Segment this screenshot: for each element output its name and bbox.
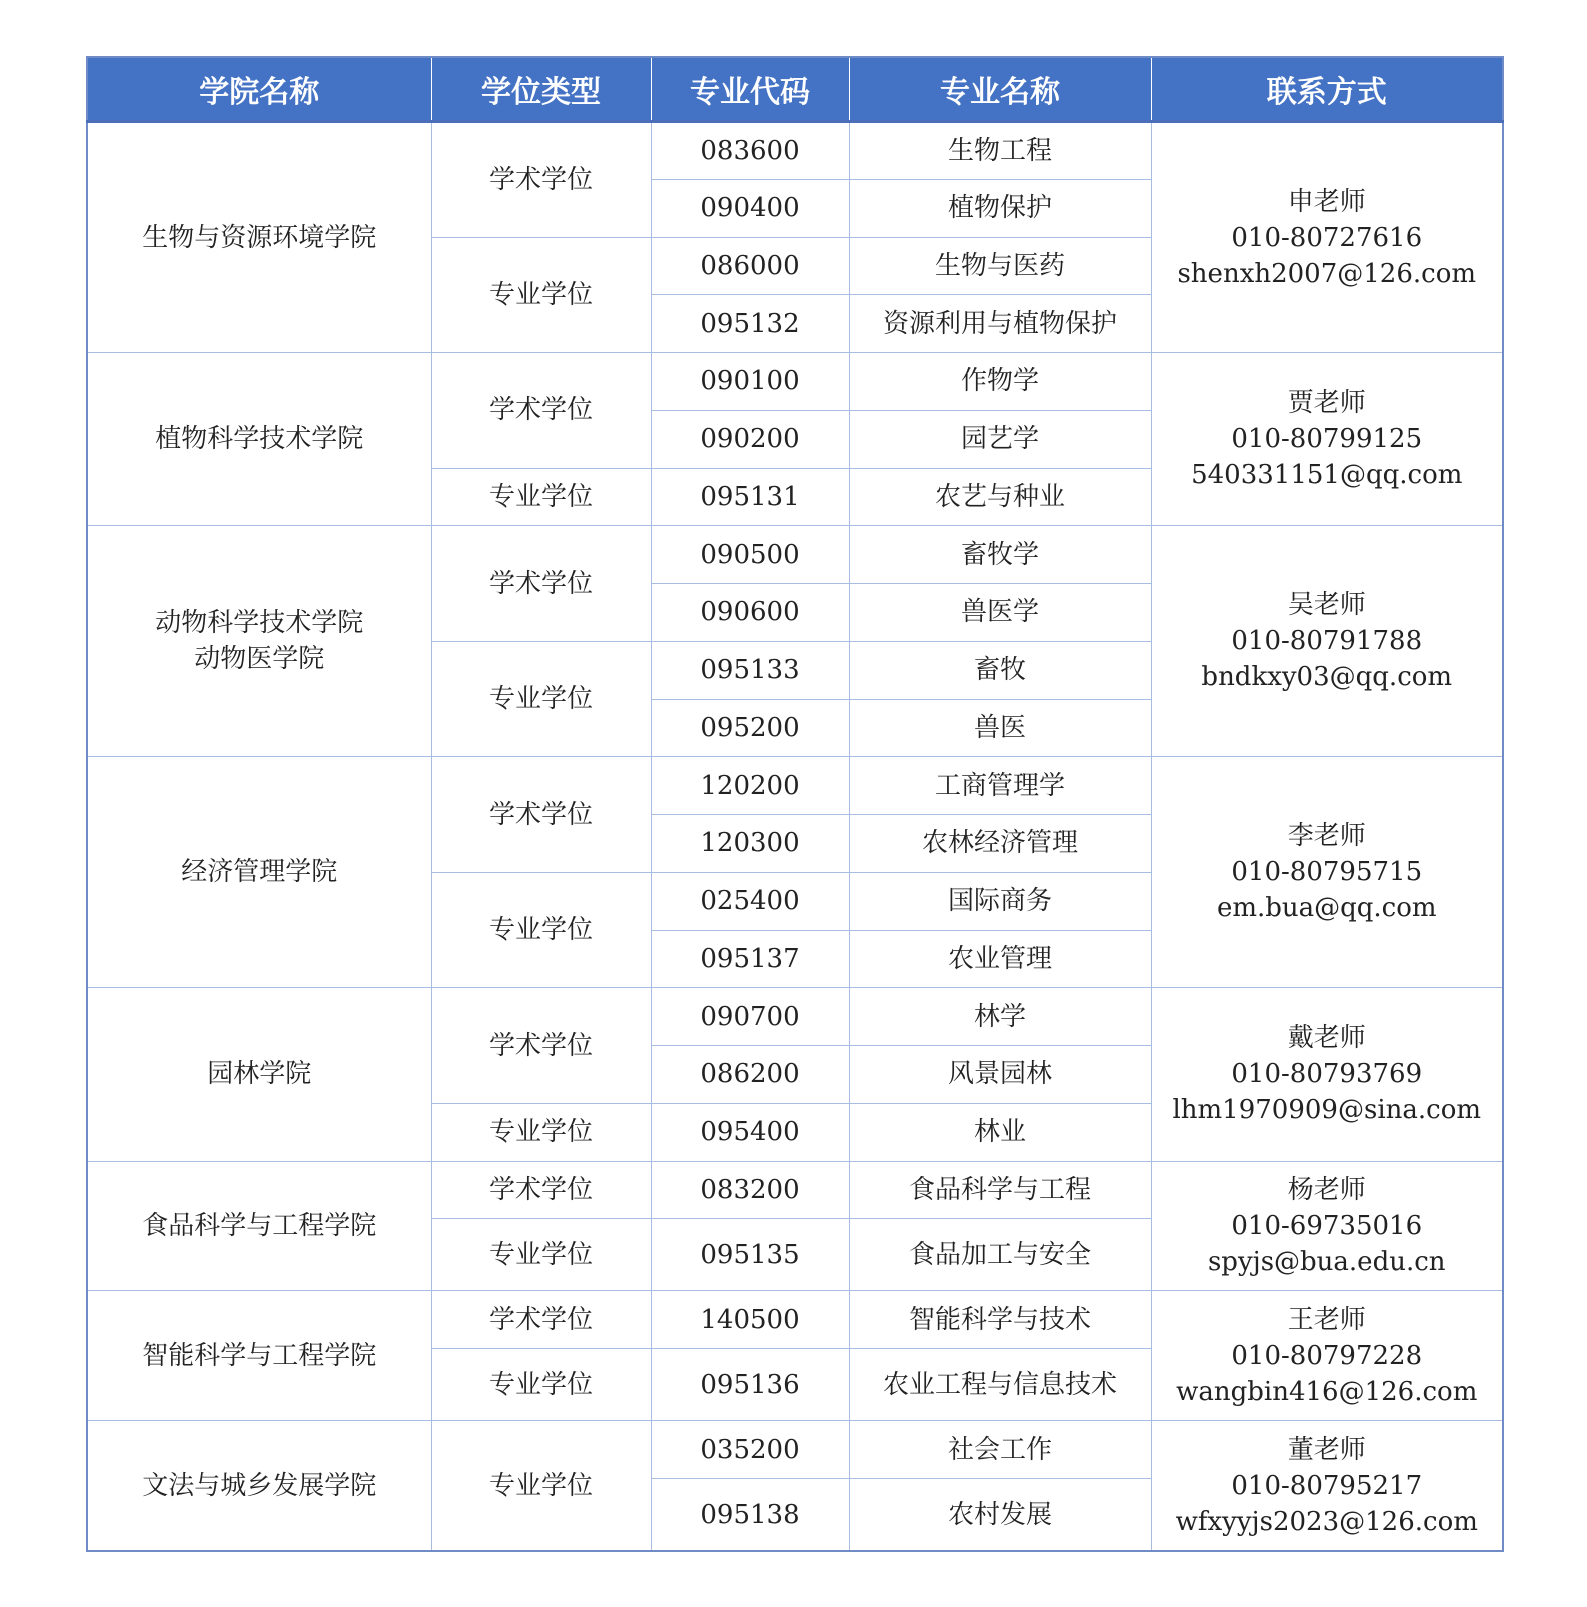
major-code: 090400 <box>651 179 849 237</box>
contact-name: 董老师 <box>1287 1434 1366 1465</box>
contact-phone: 010-80793769 <box>1231 1059 1423 1090</box>
contact-name: 申老师 <box>1287 186 1366 217</box>
college-name-cell <box>87 1291 431 1421</box>
table-row <box>87 122 1503 180</box>
contact-name: 吴老师 <box>1287 590 1366 621</box>
major-name: 智能科学与技术 <box>849 1291 1151 1349</box>
major-name: 社会工作 <box>849 1421 1151 1479</box>
contact-email: shenxh2007@126.com <box>1177 258 1477 289</box>
major-code: 095131 <box>651 468 849 526</box>
college-name: 经济管理学院 <box>181 857 338 888</box>
contact-phone: 010-80799125 <box>1231 424 1423 455</box>
college-name-cell <box>87 988 431 1161</box>
degree-type-cell: 专业学位 <box>431 1103 651 1161</box>
contact-cell <box>1151 757 1503 988</box>
degree-type-cell: 专业学位 <box>431 468 651 526</box>
contact-phone: 010-69735016 <box>1231 1210 1423 1241</box>
degree-type-cell: 专业学位 <box>431 237 651 353</box>
degree-type-cell: 专业学位 <box>431 872 651 988</box>
degree-type-cell: 学术学位 <box>431 122 651 238</box>
major-name: 园艺学 <box>849 410 1151 468</box>
major-code: 120300 <box>651 815 849 873</box>
major-code: 086200 <box>651 1046 849 1104</box>
table-row <box>87 353 1503 411</box>
contact-cell <box>1151 526 1503 757</box>
degree-type-cell: 学术学位 <box>431 757 651 873</box>
major-name: 工商管理学 <box>849 757 1151 815</box>
major-code: 140500 <box>651 1291 849 1349</box>
contact-name: 贾老师 <box>1287 388 1366 419</box>
major-name: 农业管理 <box>849 930 1151 988</box>
college-name-cell <box>87 1161 431 1291</box>
college-name: 生物与资源环境学院 <box>142 222 377 253</box>
contact-email: lhm1970909@sina.com <box>1172 1095 1482 1126</box>
major-code: 095400 <box>651 1103 849 1161</box>
major-name: 农业工程与信息技术 <box>849 1349 1151 1421</box>
major-name: 林业 <box>849 1103 1151 1161</box>
college-name-cell <box>87 122 431 353</box>
table-row <box>87 1291 1503 1349</box>
college-name: 园林学院 <box>207 1059 312 1090</box>
contact-phone: 010-80727616 <box>1231 222 1423 253</box>
contact-cell <box>1151 988 1503 1161</box>
college-name: 动物科学技术学院 <box>155 608 364 639</box>
header-contact: 联系方式 <box>1151 57 1503 122</box>
contact-phone: 010-80797228 <box>1231 1340 1423 1371</box>
contact-phone: 010-80795217 <box>1231 1470 1423 1501</box>
contact-email: wangbin416@126.com <box>1176 1376 1478 1407</box>
major-name: 畜牧 <box>849 641 1151 699</box>
table-row <box>87 757 1503 815</box>
college-name-secondary: 动物医学院 <box>194 644 325 675</box>
college-name-cell <box>87 757 431 988</box>
major-code: 090600 <box>651 584 849 642</box>
major-name: 食品科学与工程 <box>849 1161 1151 1219</box>
contact-email: wfxyyjs2023@126.com <box>1175 1506 1478 1537</box>
major-name: 林学 <box>849 988 1151 1046</box>
major-code: 095137 <box>651 930 849 988</box>
contact-phone: 010-80791788 <box>1231 626 1423 657</box>
table-row <box>87 526 1503 584</box>
contact-name: 李老师 <box>1287 821 1366 852</box>
major-name: 兽医 <box>849 699 1151 757</box>
college-name: 植物科学技术学院 <box>155 424 364 455</box>
major-name: 生物工程 <box>849 122 1151 180</box>
college-name: 文法与城乡发展学院 <box>142 1470 377 1501</box>
major-code: 090200 <box>651 410 849 468</box>
contact-name: 戴老师 <box>1287 1023 1366 1054</box>
degree-type-cell: 专业学位 <box>431 641 651 757</box>
major-name: 生物与医药 <box>849 237 1151 295</box>
degree-type-cell: 专业学位 <box>431 1349 651 1421</box>
major-name: 农村发展 <box>849 1479 1151 1551</box>
major-code: 035200 <box>651 1421 849 1479</box>
contact-cell <box>1151 353 1503 526</box>
major-code: 090500 <box>651 526 849 584</box>
major-code: 095135 <box>651 1219 849 1291</box>
major-code: 086000 <box>651 237 849 295</box>
degree-type-cell: 学术学位 <box>431 1291 651 1349</box>
college-name-cell <box>87 1421 431 1551</box>
table-row <box>87 1421 1503 1479</box>
contact-cell <box>1151 1421 1503 1551</box>
major-code: 095200 <box>651 699 849 757</box>
degree-type-cell: 学术学位 <box>431 1161 651 1219</box>
major-name: 农林经济管理 <box>849 815 1151 873</box>
major-name: 资源利用与植物保护 <box>849 295 1151 353</box>
major-code: 095138 <box>651 1479 849 1551</box>
major-name: 农艺与种业 <box>849 468 1151 526</box>
major-name: 兽医学 <box>849 584 1151 642</box>
table-row <box>87 988 1503 1046</box>
college-name: 智能科学与工程学院 <box>142 1340 377 1371</box>
degree-type-cell: 专业学位 <box>431 1421 651 1551</box>
degree-type-cell: 学术学位 <box>431 988 651 1104</box>
header-college: 学院名称 <box>87 57 431 122</box>
header-degree-type: 学位类型 <box>431 57 651 122</box>
major-name: 风景园林 <box>849 1046 1151 1104</box>
degree-type-cell: 学术学位 <box>431 526 651 642</box>
contact-email: 540331151@qq.com <box>1191 460 1463 491</box>
header-major-code: 专业代码 <box>651 57 849 122</box>
major-code: 083600 <box>651 122 849 180</box>
contact-phone: 010-80795715 <box>1231 857 1423 888</box>
college-name-cell <box>87 353 431 526</box>
contact-email: spyjs@bua.edu.cn <box>1207 1246 1446 1277</box>
contact-cell <box>1151 1161 1503 1291</box>
major-name: 国际商务 <box>849 872 1151 930</box>
major-name: 作物学 <box>849 353 1151 411</box>
contact-cell <box>1151 122 1503 353</box>
header-major-name: 专业名称 <box>849 57 1151 122</box>
contact-cell <box>1151 1291 1503 1421</box>
major-code: 095132 <box>651 295 849 353</box>
major-code: 095136 <box>651 1349 849 1421</box>
contact-email: em.bua@qq.com <box>1216 893 1437 924</box>
college-name-cell <box>87 526 431 757</box>
major-code: 025400 <box>651 872 849 930</box>
contact-name: 杨老师 <box>1287 1174 1366 1205</box>
degree-type-cell: 专业学位 <box>431 1219 651 1291</box>
contact-name: 王老师 <box>1287 1304 1366 1335</box>
major-name: 畜牧学 <box>849 526 1151 584</box>
majors-table <box>86 56 1504 1552</box>
table-row <box>87 1161 1503 1219</box>
header-row <box>87 57 1503 122</box>
major-code: 090700 <box>651 988 849 1046</box>
major-name: 植物保护 <box>849 179 1151 237</box>
degree-type-cell: 学术学位 <box>431 353 651 469</box>
major-code: 090100 <box>651 353 849 411</box>
contact-email: bndkxy03@qq.com <box>1201 662 1453 693</box>
major-code: 095133 <box>651 641 849 699</box>
major-name: 食品加工与安全 <box>849 1219 1151 1291</box>
major-code: 083200 <box>651 1161 849 1219</box>
major-code: 120200 <box>651 757 849 815</box>
college-name: 食品科学与工程学院 <box>142 1210 377 1241</box>
